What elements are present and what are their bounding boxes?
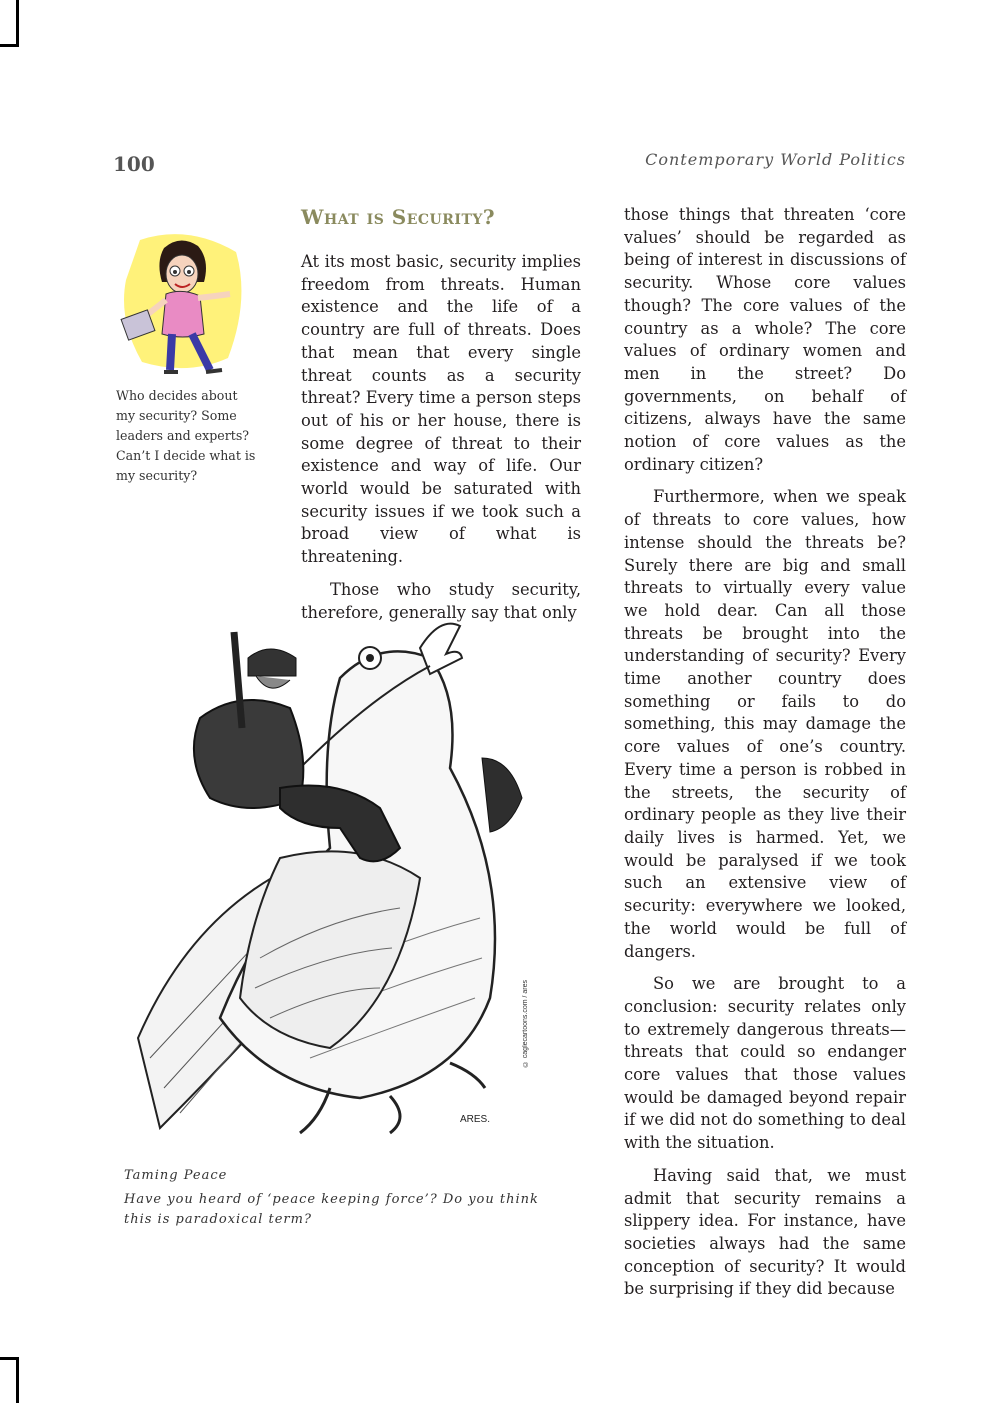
crop-mark-bottom-left-h <box>0 1357 19 1360</box>
cartoon-side-credit: © caglecartoons.com / ares <box>522 980 529 1068</box>
artist-signature: ARES. <box>460 1114 491 1125</box>
page-number: 100 <box>113 152 155 176</box>
girl-illustration <box>118 230 248 378</box>
paragraph: Those who study security, therefore, generally say that only <box>301 579 581 622</box>
figure-title: Taming Peace <box>124 1168 228 1183</box>
crop-mark-top-left-h <box>0 44 19 47</box>
paragraph: Having said that, we must admit that security remains a slippery idea. For instance, have societies always had the same conception of security? It would be surprising if they did because <box>624 1165 906 1299</box>
body-column-middle <box>301 251 581 634</box>
paragraph: those things that threaten ‘core values’ should be regarded as being of interest in discussions of security. Whose core values though? The core values of the country as a whole? The core values of ordinary women and men in the street? Do governments, on behalf of citizens, always have the same notion of core values as the ordinary citizen? <box>624 205 906 474</box>
paragraph: So we are brought to a conclusion: security relates only to extremely dangerous threats—threats that could so endanger core values that those values would be damaged beyond repair if we did not do something to deal with the situation. <box>624 974 906 1153</box>
section-title: What is Security? <box>301 205 496 229</box>
crop-mark-top-left-v <box>16 0 19 47</box>
margin-caption: Who decides about my security? Some leaders and experts? Can’t I decide what is my security? <box>116 388 256 483</box>
dove-soldier-cartoon <box>130 618 540 1140</box>
running-head: Contemporary World Politics <box>645 150 906 169</box>
paragraph: At its most basic, security implies freedom from threats. Human existence and the life of a country are full of threats. Does that mean that every single threat counts as a security threat? Every time a person steps out of his or her house, there is some degree of threat to their existence and way of life. Our world would be saturated with security issues if we took such a broad view of what is threatening. <box>301 252 581 567</box>
crop-mark-bottom-left-v <box>16 1357 19 1403</box>
paragraph: Furthermore, when we speak of threats to core values, how intense should the threats be? Surely there are big and small threats to virtually every value we hold dear. Can all those threats be brought into the understanding of security? Every time another country does something or fails to do something, this may damage the core values of one’s country. Every time a person is robbed in the streets, the security of ordinary people as they live their daily lives is harmed. Yet, we would be paralysed if we took such an extensive view of security: everywhere we looked, the world would be full of dangers. <box>624 487 906 961</box>
body-column-right <box>624 204 906 1311</box>
figure-caption: Have you heard of ‘peace keeping force’? Do you think this is paradoxical term? <box>124 1192 539 1227</box>
